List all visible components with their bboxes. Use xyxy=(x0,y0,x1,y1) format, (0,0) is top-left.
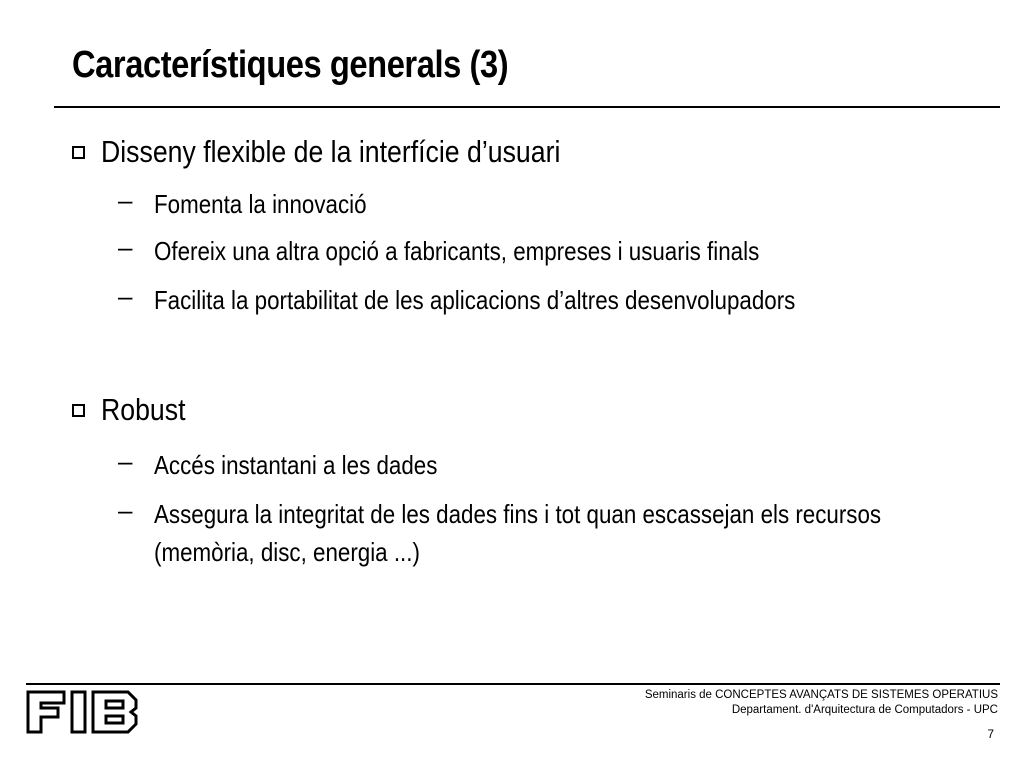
sub-item-text: Ofereix una altra opció a fabricants, empreses i usuaris finals xyxy=(154,236,760,266)
dash-bullet-icon: – xyxy=(118,232,133,262)
sub-item xyxy=(118,446,1024,484)
footer-course: Seminaris de CONCEPTES AVANÇATS DE SISTEMES OPERATIUS xyxy=(644,689,998,701)
sub-item xyxy=(118,232,1024,270)
dash-bullet-icon: – xyxy=(118,281,133,311)
dash-bullet-icon: – xyxy=(118,495,133,525)
fib-logo xyxy=(26,690,138,739)
bullet-heading: Disseny flexible de la interfície d’usuari xyxy=(101,134,561,169)
footer-credits xyxy=(645,688,998,718)
sub-item-text: Facilita la portabilitat de les aplicacions d’altres desenvolupadors xyxy=(154,285,796,315)
bullet-item xyxy=(72,134,635,170)
square-bullet-icon xyxy=(72,146,85,159)
sub-item xyxy=(118,185,1024,223)
sub-item-text: Fomenta la innovació xyxy=(154,189,367,219)
dash-bullet-icon: – xyxy=(118,446,133,476)
page-number: 7 xyxy=(987,727,994,741)
sub-item-text: Assegura la integritat de les dades fins i tot quan escassejan els recursos (memòria, disc, energia ...) xyxy=(154,499,882,567)
sub-item xyxy=(118,281,1024,319)
bullet-heading: Robust xyxy=(101,392,186,427)
footer-divider xyxy=(26,683,1000,685)
square-bullet-icon xyxy=(72,404,85,417)
slide-title: Característiques generals (3) xyxy=(72,44,509,86)
sub-item-text: Accés instantani a les dades xyxy=(154,450,438,480)
sub-item xyxy=(118,495,1024,571)
bullet-item xyxy=(72,392,199,428)
footer-department: Departament. d'Arquitectura de Computadors - UPC xyxy=(731,704,998,716)
dash-bullet-icon: – xyxy=(118,185,133,215)
